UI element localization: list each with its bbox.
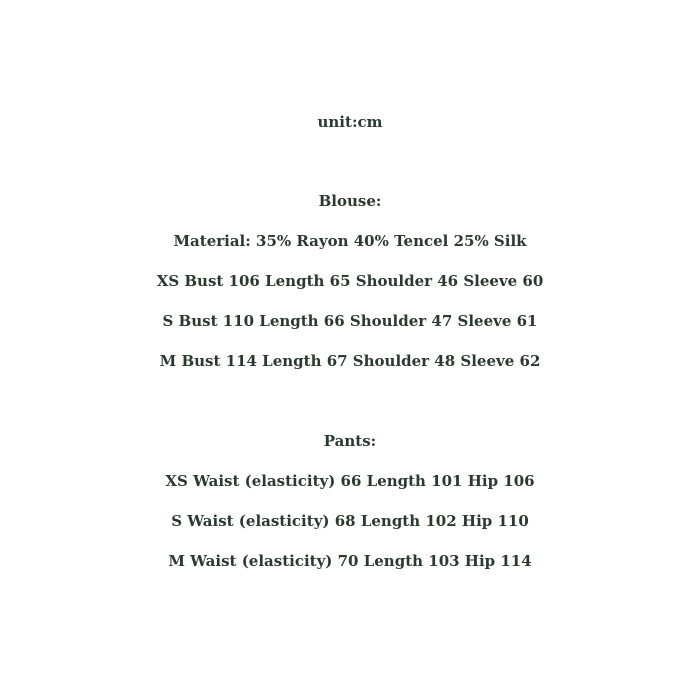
pants-size-row-m: M Waist (elasticity) 70 Length 103 Hip 114: [168, 552, 532, 570]
blouse-material: Material: 35% Rayon 40% Tencel 25% Silk: [173, 232, 527, 250]
blouse-size-row-s: S Bust 110 Length 66 Shoulder 47 Sleeve 61: [162, 312, 538, 330]
blouse-size-row-m: M Bust 114 Length 67 Shoulder 48 Sleeve 62: [159, 352, 541, 370]
blouse-size-row-xs: XS Bust 106 Length 65 Shoulder 46 Sleeve 60: [156, 272, 544, 290]
pants-size-row-xs: XS Waist (elasticity) 66 Length 101 Hip 106: [165, 472, 535, 490]
unit-label: unit:cm: [317, 113, 383, 131]
pants-heading: Pants:: [323, 432, 377, 450]
pants-size-row-s: S Waist (elasticity) 68 Length 102 Hip 110: [171, 512, 529, 530]
blouse-heading: Blouse:: [318, 192, 382, 210]
